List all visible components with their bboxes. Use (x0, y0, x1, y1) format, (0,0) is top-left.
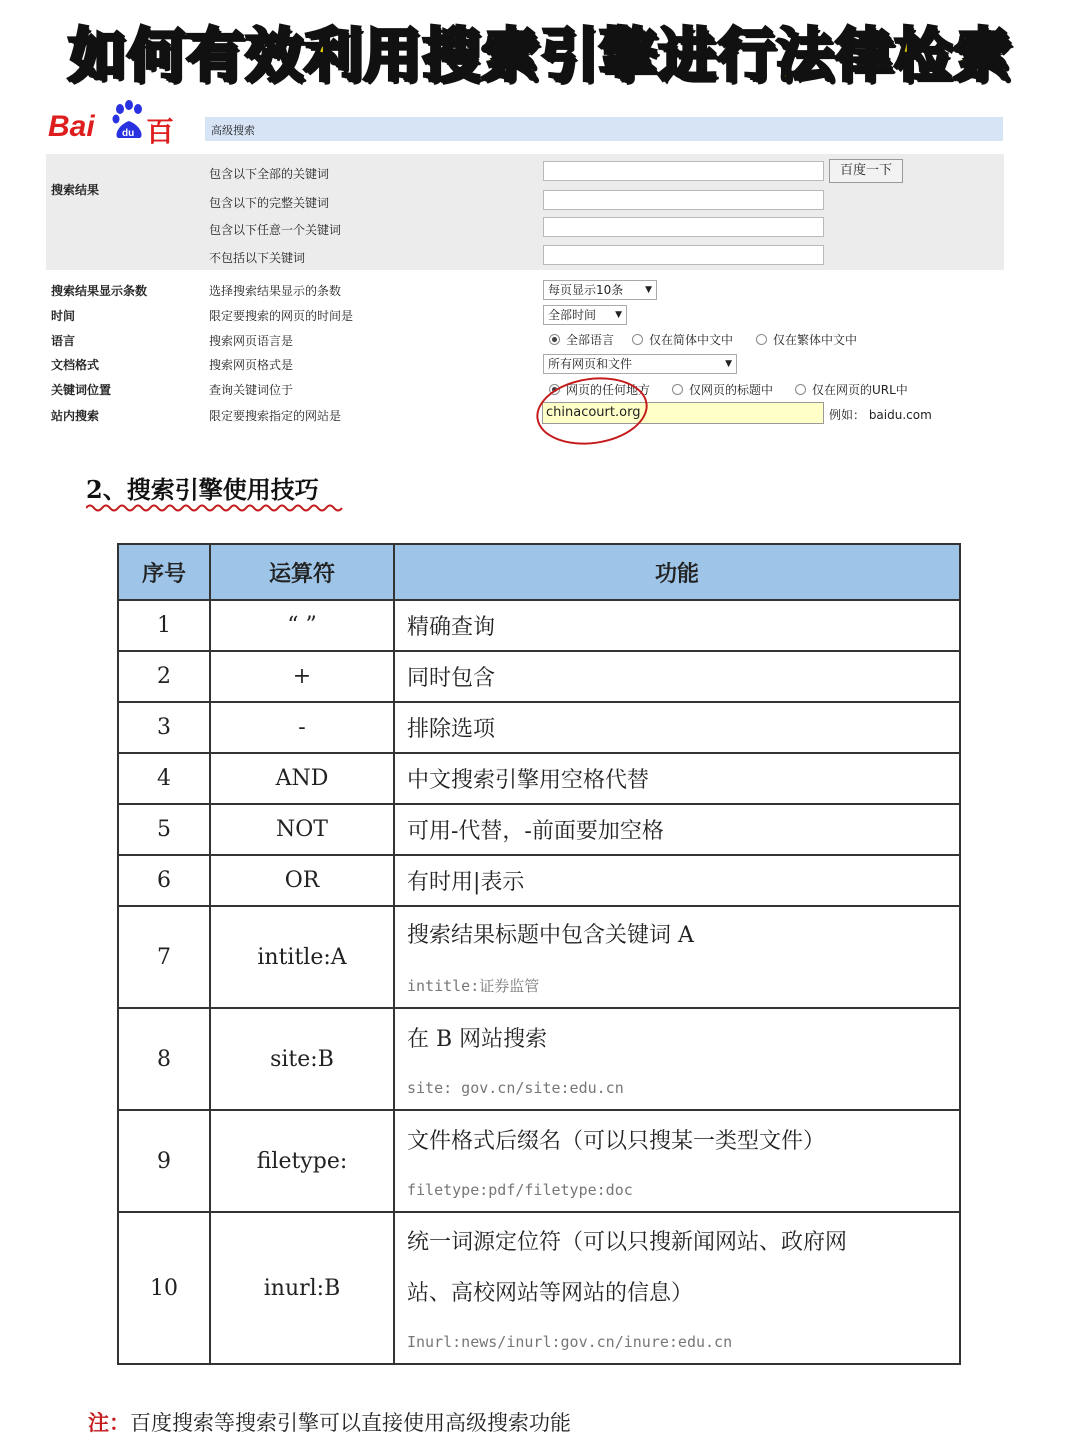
radio-label: 仅网页的标题中 (689, 383, 774, 397)
header-cell: 序号 (118, 544, 210, 600)
radio-icon (549, 334, 560, 345)
exact-keywords-input[interactable] (543, 190, 824, 210)
table-row (118, 753, 960, 804)
table-row (118, 1110, 960, 1212)
advanced-search-label: 高级搜索 (211, 124, 255, 137)
radio-icon (795, 384, 806, 395)
time-select[interactable] (543, 305, 627, 325)
row-function: 同时包含 (394, 651, 960, 702)
table-row (118, 804, 960, 855)
advanced-search-bar (205, 117, 1003, 141)
exclude-keywords-input[interactable] (543, 245, 824, 265)
row-number: 6 (118, 855, 210, 906)
row-number: 1 (118, 600, 210, 651)
chevron-down-icon: ▼ (645, 285, 652, 295)
lang-radio-traditional[interactable] (756, 331, 857, 348)
row-number: 4 (118, 753, 210, 804)
row-operator: + (210, 651, 394, 702)
row-function: 可用-代替，-前面要加空格 (394, 804, 960, 855)
radio-icon (632, 334, 643, 345)
chevron-down-icon: ▼ (615, 310, 622, 320)
note-label: 注： (88, 1410, 130, 1435)
row-desc: 限定要搜索指定的网站是 (209, 409, 342, 423)
radio-label: 仅在网页的URL中 (812, 383, 908, 397)
format-select[interactable] (543, 354, 737, 374)
row-number: 8 (118, 1008, 210, 1110)
select-value: 所有网页和文件 (548, 357, 633, 371)
wavy-underline (86, 503, 344, 513)
row-number: 3 (118, 702, 210, 753)
paw-icon (112, 100, 146, 144)
row-function: 搜索结果标题中包含关键词 A (407, 923, 694, 948)
row-number: 2 (118, 651, 210, 702)
row-function: 中文搜索引擎用空格代替 (394, 753, 960, 804)
row-label: 语言 (51, 334, 76, 348)
results-per-page-select[interactable] (543, 280, 657, 300)
row-label: 时间 (51, 309, 76, 323)
header-cell: 运算符 (210, 544, 394, 600)
radio-label: 网页的任何地方 (566, 383, 651, 397)
radio-icon (672, 384, 683, 395)
row-label: 搜索结果显示条数 (51, 284, 148, 298)
row-operator: filetype: (210, 1110, 394, 1212)
chevron-down-icon: ▼ (725, 359, 732, 369)
row-operator: NOT (210, 804, 394, 855)
select-value: 每页显示10条 (548, 283, 624, 297)
keyword-row-label: 包含以下全部的关键词 (209, 167, 330, 181)
row-example: site: gov.cn/site:edu.cn (407, 1078, 624, 1097)
row-number: 10 (118, 1212, 210, 1364)
row-operator: intitle:A (210, 906, 394, 1008)
page-title: 如何有效利用搜索引擎进行法律检索 (67, 21, 1012, 89)
row-function-cell (394, 1110, 960, 1212)
row-function-cell (394, 1008, 960, 1110)
table-header (118, 544, 960, 600)
row-function: 统一词源定位符（可以只搜新闻网站、政府网 (407, 1230, 848, 1255)
radio-label: 全部语言 (566, 333, 615, 347)
row-desc: 选择搜索结果显示的条数 (209, 284, 342, 298)
row-function: 精确查询 (394, 600, 960, 651)
row-function-cell (394, 906, 960, 1008)
row-label: 文档格式 (51, 358, 100, 372)
radio-label: 仅在繁体中文中 (773, 333, 858, 347)
row-number: 7 (118, 906, 210, 1008)
row-example: Inurl:news/inurl:gov.cn/inure:edu.cn (407, 1333, 733, 1351)
table-row (118, 855, 960, 906)
note-text: 百度搜索等搜索引擎可以直接使用高级搜索功能 (130, 1411, 571, 1435)
row-label: 站内搜索 (51, 409, 100, 423)
select-value: 全部时间 (548, 308, 597, 322)
row-function: 文件格式后缀名（可以只搜某一类型文件） (407, 1128, 826, 1154)
row-operator: site:B (210, 1008, 394, 1110)
table-row (118, 1008, 960, 1110)
results-label: 搜索结果 (51, 183, 100, 197)
row-operator: “ ” (210, 600, 394, 651)
row-operator: OR (210, 855, 394, 906)
any-keywords-input[interactable] (543, 217, 824, 237)
row-label: 关键词位置 (51, 383, 112, 397)
site-example: 例如： baidu.com (829, 408, 932, 422)
row-function-cell (394, 1212, 960, 1364)
radio-icon (756, 334, 767, 345)
row-number: 5 (118, 804, 210, 855)
row-desc: 搜索网页语言是 (209, 334, 294, 348)
lang-radio-simplified[interactable] (632, 331, 733, 348)
all-keywords-input[interactable] (543, 161, 824, 181)
table-row (118, 600, 960, 651)
site-search-input[interactable]: chinacourt.org (542, 402, 824, 424)
row-desc: 查询关键词位于 (209, 383, 294, 397)
svg-text:du: du (122, 128, 135, 139)
keyword-row-label: 包含以下任意一个关键词 (209, 223, 342, 237)
row-function: 有时用|表示 (394, 855, 960, 906)
row-operator: inurl:B (210, 1212, 394, 1364)
logo-text-cn: 百 (146, 115, 175, 148)
row-function-cont: 站、高校网站等网站的信息） (407, 1281, 694, 1306)
radio-label: 仅在简体中文中 (649, 333, 734, 347)
table-row (118, 651, 960, 702)
pos-radio-title[interactable] (672, 381, 773, 398)
table-row (118, 702, 960, 753)
keyword-row-label: 不包括以下关键词 (209, 251, 306, 265)
row-example: filetype:pdf/filetype:doc (407, 1180, 633, 1199)
section-heading: 2、搜索引擎使用技巧 (86, 475, 319, 504)
pos-radio-url[interactable] (795, 381, 908, 398)
row-desc: 搜索网页格式是 (209, 358, 294, 372)
header-cell: 功能 (394, 544, 960, 600)
row-number: 9 (118, 1110, 210, 1212)
logo-text-bai: Bai (48, 110, 95, 143)
row-example: intitle:证券监管 (407, 977, 540, 995)
table-row (118, 1212, 960, 1364)
row-operator: - (210, 702, 394, 753)
row-desc: 限定要搜索的网页的时间是 (209, 309, 354, 323)
table-row (118, 906, 960, 1008)
keyword-row-label: 包含以下的完整关键词 (209, 196, 330, 210)
row-function: 在 B 网站搜索 (407, 1026, 548, 1052)
row-function: 排除选项 (394, 702, 960, 753)
baidu-search-button[interactable]: 百度一下 (829, 159, 903, 183)
operators-table (117, 543, 961, 1365)
footnote (88, 1407, 571, 1437)
lang-radio-all[interactable] (549, 331, 614, 348)
row-operator: AND (210, 753, 394, 804)
